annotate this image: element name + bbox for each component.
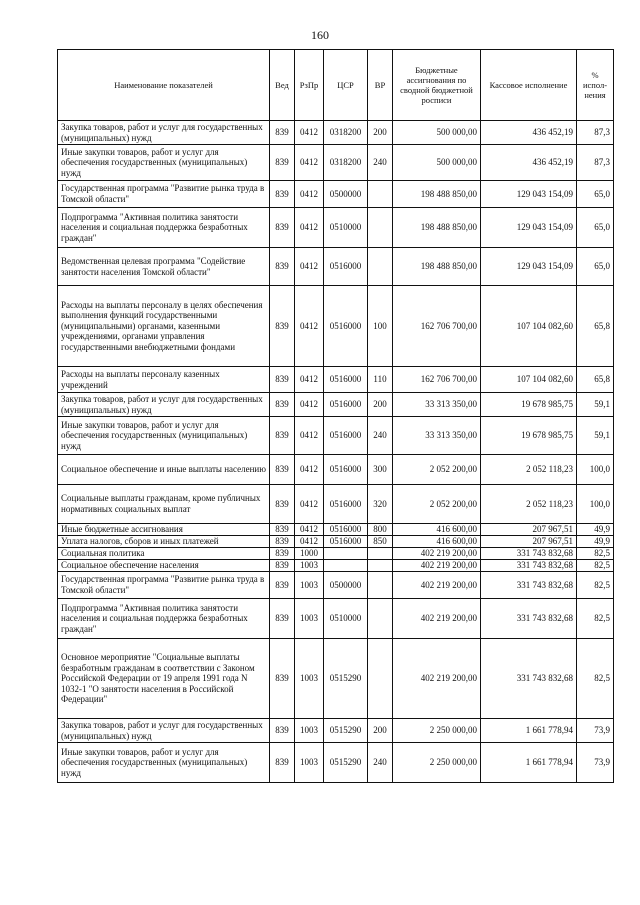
row-cash: 2 052 118,23 bbox=[481, 455, 577, 485]
row-budget: 162 706 700,00 bbox=[393, 286, 481, 367]
table-row bbox=[58, 145, 614, 181]
row-budget: 416 600,00 bbox=[393, 536, 481, 548]
row-ved: 839 bbox=[270, 208, 295, 248]
row-budget: 198 488 850,00 bbox=[393, 181, 481, 208]
row-pct: 65,8 bbox=[577, 367, 614, 393]
table-row bbox=[58, 639, 614, 719]
row-vr: 800 bbox=[368, 524, 393, 536]
row-name: Иные закупки товаров, работ и услуг для обеспечения государственных (муниципальных) нужд bbox=[58, 417, 270, 455]
row-pct: 59,1 bbox=[577, 417, 614, 455]
row-ved: 839 bbox=[270, 743, 295, 783]
row-csr: 0510000 bbox=[324, 599, 368, 639]
row-budget: 2 250 000,00 bbox=[393, 719, 481, 743]
row-vr bbox=[368, 572, 393, 599]
row-vr: 200 bbox=[368, 719, 393, 743]
row-name: Закупка товаров, работ и услуг для государственных (муниципальных) нужд bbox=[58, 719, 270, 743]
table-row bbox=[58, 417, 614, 455]
row-rzpr: 0412 bbox=[295, 145, 324, 181]
row-pct: 100,0 bbox=[577, 485, 614, 524]
row-budget: 2 250 000,00 bbox=[393, 743, 481, 783]
row-ved: 839 bbox=[270, 393, 295, 417]
row-pct: 73,9 bbox=[577, 743, 614, 783]
row-vr: 240 bbox=[368, 145, 393, 181]
row-rzpr: 1000 bbox=[295, 548, 324, 560]
row-csr: 0318200 bbox=[324, 121, 368, 145]
row-ved: 839 bbox=[270, 639, 295, 719]
row-csr: 0516000 bbox=[324, 367, 368, 393]
budget-execution-table bbox=[57, 49, 614, 783]
row-vr: 100 bbox=[368, 286, 393, 367]
row-vr bbox=[368, 639, 393, 719]
row-cash: 207 967,51 bbox=[481, 524, 577, 536]
row-cash: 436 452,19 bbox=[481, 145, 577, 181]
row-cash: 331 743 832,68 bbox=[481, 560, 577, 572]
row-name: Иные бюджетные ассигнования bbox=[58, 524, 270, 536]
row-budget: 2 052 200,00 bbox=[393, 455, 481, 485]
row-csr: 0516000 bbox=[324, 485, 368, 524]
row-pct: 82,5 bbox=[577, 599, 614, 639]
row-rzpr: 0412 bbox=[295, 455, 324, 485]
row-cash: 19 678 985,75 bbox=[481, 393, 577, 417]
row-ved: 839 bbox=[270, 536, 295, 548]
row-cash: 436 452,19 bbox=[481, 121, 577, 145]
row-rzpr: 0412 bbox=[295, 485, 324, 524]
row-name: Социальная политика bbox=[58, 548, 270, 560]
row-ved: 839 bbox=[270, 485, 295, 524]
row-rzpr: 0412 bbox=[295, 536, 324, 548]
row-vr bbox=[368, 599, 393, 639]
row-vr bbox=[368, 208, 393, 248]
row-budget: 162 706 700,00 bbox=[393, 367, 481, 393]
header-csr: ЦСР bbox=[324, 50, 368, 121]
row-csr: 0515290 bbox=[324, 719, 368, 743]
row-rzpr: 0412 bbox=[295, 286, 324, 367]
row-csr: 0515290 bbox=[324, 639, 368, 719]
row-name: Уплата налогов, сборов и иных платежей bbox=[58, 536, 270, 548]
row-pct: 100,0 bbox=[577, 455, 614, 485]
row-cash: 19 678 985,75 bbox=[481, 417, 577, 455]
row-budget: 402 219 200,00 bbox=[393, 599, 481, 639]
row-budget: 33 313 350,00 bbox=[393, 417, 481, 455]
row-vr bbox=[368, 560, 393, 572]
table-row bbox=[58, 485, 614, 524]
row-budget: 402 219 200,00 bbox=[393, 560, 481, 572]
row-csr: 0516000 bbox=[324, 393, 368, 417]
row-pct: 65,8 bbox=[577, 286, 614, 367]
row-name: Основное мероприятие "Социальные выплаты безработным гражданам в соответствии с Законом Российской Федерации от 19 апреля 1991 года N 1032-1 "О занятости населения в Российской Федерации" bbox=[58, 639, 270, 719]
row-name: Закупка товаров, работ и услуг для государственных (муниципальных) нужд bbox=[58, 393, 270, 417]
row-pct: 87,3 bbox=[577, 121, 614, 145]
row-cash: 129 043 154,09 bbox=[481, 181, 577, 208]
row-vr: 850 bbox=[368, 536, 393, 548]
table-row bbox=[58, 536, 614, 548]
row-ved: 839 bbox=[270, 455, 295, 485]
table-row bbox=[58, 548, 614, 560]
row-csr: 0516000 bbox=[324, 248, 368, 286]
row-vr: 320 bbox=[368, 485, 393, 524]
table-row bbox=[58, 599, 614, 639]
row-ved: 839 bbox=[270, 145, 295, 181]
page-number: 160 bbox=[311, 28, 329, 42]
row-name: Социальное обеспечение населения bbox=[58, 560, 270, 572]
row-rzpr: 1003 bbox=[295, 599, 324, 639]
row-csr: 0318200 bbox=[324, 145, 368, 181]
row-ved: 839 bbox=[270, 560, 295, 572]
row-rzpr: 1003 bbox=[295, 560, 324, 572]
row-ved: 839 bbox=[270, 719, 295, 743]
row-budget: 2 052 200,00 bbox=[393, 485, 481, 524]
row-name: Государственная программа "Развитие рынка труда в Томской области" bbox=[58, 181, 270, 208]
row-rzpr: 0412 bbox=[295, 524, 324, 536]
header-budget: Бюджетные ассигнования по сводной бюджетной росписи bbox=[393, 50, 481, 121]
table-row bbox=[58, 560, 614, 572]
row-name: Расходы на выплаты персоналу в целях обеспечения выполнения функций государственными (муниципальными) органами, казенными учреждениями, органами управления государственными внебюджетными фондами bbox=[58, 286, 270, 367]
row-name: Иные закупки товаров, работ и услуг для обеспечения государственных (муниципальных) нужд bbox=[58, 743, 270, 783]
row-cash: 107 104 082,60 bbox=[481, 367, 577, 393]
table-row bbox=[58, 208, 614, 248]
row-rzpr: 0412 bbox=[295, 248, 324, 286]
row-name: Закупка товаров, работ и услуг для государственных (муниципальных) нужд bbox=[58, 121, 270, 145]
row-budget: 198 488 850,00 bbox=[393, 208, 481, 248]
row-name: Подпрограмма "Активная политика занятости населения и социальная поддержка безработных граждан" bbox=[58, 208, 270, 248]
row-csr: 0500000 bbox=[324, 181, 368, 208]
row-vr: 240 bbox=[368, 417, 393, 455]
row-ved: 839 bbox=[270, 121, 295, 145]
row-budget: 402 219 200,00 bbox=[393, 548, 481, 560]
table-row bbox=[58, 286, 614, 367]
header-cash: Кассовое исполнение bbox=[481, 50, 577, 121]
header-rzpr: РзПр bbox=[295, 50, 324, 121]
row-cash: 331 743 832,68 bbox=[481, 548, 577, 560]
row-cash: 331 743 832,68 bbox=[481, 572, 577, 599]
row-csr: 0516000 bbox=[324, 524, 368, 536]
row-name: Подпрограмма "Активная политика занятости населения и социальная поддержка безработных граждан" bbox=[58, 599, 270, 639]
row-cash: 2 052 118,23 bbox=[481, 485, 577, 524]
table-row bbox=[58, 524, 614, 536]
row-ved: 839 bbox=[270, 599, 295, 639]
table-row bbox=[58, 367, 614, 393]
table-row bbox=[58, 393, 614, 417]
header-pct: % испол-нения bbox=[577, 50, 614, 121]
row-vr bbox=[368, 248, 393, 286]
row-csr: 0516000 bbox=[324, 417, 368, 455]
row-budget: 402 219 200,00 bbox=[393, 572, 481, 599]
table-body bbox=[58, 121, 614, 783]
row-ved: 839 bbox=[270, 548, 295, 560]
row-cash: 207 967,51 bbox=[481, 536, 577, 548]
row-pct: 65,0 bbox=[577, 181, 614, 208]
row-ved: 839 bbox=[270, 286, 295, 367]
header-row bbox=[58, 50, 614, 121]
row-cash: 1 661 778,94 bbox=[481, 743, 577, 783]
row-pct: 82,5 bbox=[577, 572, 614, 599]
row-name: Социальные выплаты гражданам, кроме публичных нормативных социальных выплат bbox=[58, 485, 270, 524]
row-cash: 129 043 154,09 bbox=[481, 208, 577, 248]
header-name: Наименование показателей bbox=[58, 50, 270, 121]
row-budget: 402 219 200,00 bbox=[393, 639, 481, 719]
row-pct: 49,9 bbox=[577, 524, 614, 536]
row-cash: 129 043 154,09 bbox=[481, 248, 577, 286]
row-pct: 49,9 bbox=[577, 536, 614, 548]
row-pct: 82,5 bbox=[577, 639, 614, 719]
row-pct: 87,3 bbox=[577, 145, 614, 181]
row-rzpr: 1003 bbox=[295, 719, 324, 743]
row-cash: 1 661 778,94 bbox=[481, 719, 577, 743]
row-rzpr: 1003 bbox=[295, 639, 324, 719]
row-csr: 0516000 bbox=[324, 536, 368, 548]
row-vr: 200 bbox=[368, 121, 393, 145]
row-vr bbox=[368, 181, 393, 208]
row-rzpr: 0412 bbox=[295, 181, 324, 208]
row-ved: 839 bbox=[270, 181, 295, 208]
table-row bbox=[58, 572, 614, 599]
row-csr: 0510000 bbox=[324, 208, 368, 248]
row-ved: 839 bbox=[270, 367, 295, 393]
row-name: Иные закупки товаров, работ и услуг для обеспечения государственных (муниципальных) нужд bbox=[58, 145, 270, 181]
row-csr bbox=[324, 560, 368, 572]
row-csr: 0515290 bbox=[324, 743, 368, 783]
row-pct: 65,0 bbox=[577, 208, 614, 248]
row-name: Ведомственная целевая программа "Содействие занятости населения Томской области" bbox=[58, 248, 270, 286]
row-rzpr: 1003 bbox=[295, 572, 324, 599]
row-pct: 59,1 bbox=[577, 393, 614, 417]
row-budget: 33 313 350,00 bbox=[393, 393, 481, 417]
row-rzpr: 0412 bbox=[295, 367, 324, 393]
table-row bbox=[58, 121, 614, 145]
row-rzpr: 0412 bbox=[295, 417, 324, 455]
header-ved: Вед bbox=[270, 50, 295, 121]
row-pct: 65,0 bbox=[577, 248, 614, 286]
table-row bbox=[58, 743, 614, 783]
row-name: Социальное обеспечение и иные выплаты населению bbox=[58, 455, 270, 485]
row-vr: 300 bbox=[368, 455, 393, 485]
row-cash: 331 743 832,68 bbox=[481, 599, 577, 639]
table-row bbox=[58, 719, 614, 743]
row-pct: 82,5 bbox=[577, 560, 614, 572]
row-budget: 416 600,00 bbox=[393, 524, 481, 536]
row-vr: 110 bbox=[368, 367, 393, 393]
row-rzpr: 0412 bbox=[295, 393, 324, 417]
row-budget: 198 488 850,00 bbox=[393, 248, 481, 286]
row-ved: 839 bbox=[270, 524, 295, 536]
row-cash: 107 104 082,60 bbox=[481, 286, 577, 367]
row-vr: 240 bbox=[368, 743, 393, 783]
row-ved: 839 bbox=[270, 248, 295, 286]
table-row bbox=[58, 455, 614, 485]
row-pct: 73,9 bbox=[577, 719, 614, 743]
row-name: Расходы на выплаты персоналу казенных учреждений bbox=[58, 367, 270, 393]
row-ved: 839 bbox=[270, 572, 295, 599]
row-rzpr: 1003 bbox=[295, 743, 324, 783]
row-pct: 82,5 bbox=[577, 548, 614, 560]
table-row bbox=[58, 181, 614, 208]
row-vr: 200 bbox=[368, 393, 393, 417]
row-csr: 0516000 bbox=[324, 286, 368, 367]
row-csr: 0500000 bbox=[324, 572, 368, 599]
row-ved: 839 bbox=[270, 417, 295, 455]
row-rzpr: 0412 bbox=[295, 121, 324, 145]
table-row bbox=[58, 248, 614, 286]
row-csr bbox=[324, 548, 368, 560]
row-rzpr: 0412 bbox=[295, 208, 324, 248]
row-budget: 500 000,00 bbox=[393, 121, 481, 145]
row-budget: 500 000,00 bbox=[393, 145, 481, 181]
row-cash: 331 743 832,68 bbox=[481, 639, 577, 719]
row-vr bbox=[368, 548, 393, 560]
header-vr: ВР bbox=[368, 50, 393, 121]
row-name: Государственная программа "Развитие рынка труда в Томской области" bbox=[58, 572, 270, 599]
row-csr: 0516000 bbox=[324, 455, 368, 485]
